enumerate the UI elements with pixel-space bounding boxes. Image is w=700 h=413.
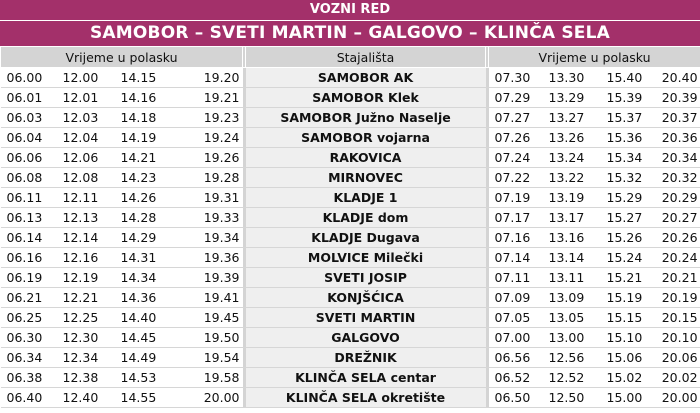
table-row — [1, 148, 700, 168]
departure-time-right: 20.26 — [659, 228, 700, 248]
departure-time-right: 15.39 — [601, 88, 659, 108]
departure-time-right: 20.27 — [659, 208, 700, 228]
stop-name: MOLVICE Milečki — [246, 248, 486, 268]
table-row — [1, 228, 700, 248]
departure-time-left: 12.03 — [57, 108, 115, 128]
departure-time-right: 20.06 — [659, 348, 700, 368]
departure-time-right: 15.19 — [601, 288, 659, 308]
departure-time-right: 13.19 — [543, 188, 601, 208]
departure-time-left: 19.28 — [179, 168, 243, 188]
stop-name: SAMOBOR Južno Naselje — [246, 108, 486, 128]
departure-time-left: 06.01 — [1, 88, 57, 108]
table-row — [1, 68, 700, 88]
departure-time-left: 20.00 — [179, 388, 243, 408]
departure-time-left: 19.45 — [179, 308, 243, 328]
departure-time-left: 14.26 — [115, 188, 179, 208]
timetable-body — [1, 68, 700, 408]
departure-time-right: 15.29 — [601, 188, 659, 208]
departure-time-left: 14.21 — [115, 148, 179, 168]
departure-time-left: 06.16 — [1, 248, 57, 268]
stop-name: KLINČA SELA okretište — [246, 388, 486, 408]
departure-time-left: 12.16 — [57, 248, 115, 268]
table-row — [1, 188, 700, 208]
table-row — [1, 168, 700, 188]
departure-time-left: 12.08 — [57, 168, 115, 188]
departure-time-right: 15.02 — [601, 368, 659, 388]
departure-time-left: 19.20 — [179, 68, 243, 88]
stop-name: KLADJE 1 — [246, 188, 486, 208]
departure-time-right: 20.39 — [659, 88, 700, 108]
departure-time-right: 15.24 — [601, 248, 659, 268]
departure-time-left: 06.38 — [1, 368, 57, 388]
departure-time-right: 20.40 — [659, 68, 700, 88]
departure-time-right: 07.27 — [489, 108, 543, 128]
table-row — [1, 88, 700, 108]
departure-time-left: 14.40 — [115, 308, 179, 328]
departure-time-right: 20.36 — [659, 128, 700, 148]
departure-time-left: 12.04 — [57, 128, 115, 148]
departure-time-left: 14.19 — [115, 128, 179, 148]
departure-time-right: 15.26 — [601, 228, 659, 248]
table-row — [1, 308, 700, 328]
departure-time-left: 06.03 — [1, 108, 57, 128]
departure-time-right: 13.16 — [543, 228, 601, 248]
departure-time-left: 12.01 — [57, 88, 115, 108]
departure-time-left: 14.16 — [115, 88, 179, 108]
departure-time-left: 14.53 — [115, 368, 179, 388]
departure-time-left: 06.04 — [1, 128, 57, 148]
departure-time-right: 06.50 — [489, 388, 543, 408]
departure-time-right: 07.22 — [489, 168, 543, 188]
departure-time-left: 14.36 — [115, 288, 179, 308]
departure-time-left: 12.06 — [57, 148, 115, 168]
departure-time-right: 15.40 — [601, 68, 659, 88]
departure-time-right: 13.11 — [543, 268, 601, 288]
departure-time-right: 15.36 — [601, 128, 659, 148]
departure-time-left: 06.08 — [1, 168, 57, 188]
departure-time-left: 06.06 — [1, 148, 57, 168]
stop-name: SAMOBOR AK — [246, 68, 486, 88]
departure-time-left: 06.14 — [1, 228, 57, 248]
departure-time-right: 20.15 — [659, 308, 700, 328]
departure-right-header: Vrijeme u polasku — [489, 47, 700, 68]
stop-name: MIRNOVEC — [246, 168, 486, 188]
timetable-title: VOZNI RED — [0, 0, 700, 20]
departure-time-left: 06.30 — [1, 328, 57, 348]
departure-time-right: 13.09 — [543, 288, 601, 308]
departure-time-right: 07.26 — [489, 128, 543, 148]
departure-time-left: 06.00 — [1, 68, 57, 88]
stop-name: SAMOBOR Klek — [246, 88, 486, 108]
departure-time-left: 12.19 — [57, 268, 115, 288]
stop-name: SAMOBOR vojarna — [246, 128, 486, 148]
departure-time-right: 07.24 — [489, 148, 543, 168]
departure-time-left: 19.50 — [179, 328, 243, 348]
departure-time-left: 19.33 — [179, 208, 243, 228]
departure-time-left: 06.11 — [1, 188, 57, 208]
departure-time-right: 20.32 — [659, 168, 700, 188]
departure-time-left: 19.34 — [179, 228, 243, 248]
departure-time-left: 12.30 — [57, 328, 115, 348]
stop-name: KONJŠĆICA — [246, 288, 486, 308]
stop-name: KLINČA SELA centar — [246, 368, 486, 388]
departure-time-left: 14.18 — [115, 108, 179, 128]
departure-time-right: 13.30 — [543, 68, 601, 88]
table-row — [1, 368, 700, 388]
departure-time-left: 19.58 — [179, 368, 243, 388]
departure-time-left: 19.31 — [179, 188, 243, 208]
departure-time-left: 14.23 — [115, 168, 179, 188]
departure-time-right: 06.52 — [489, 368, 543, 388]
departure-time-right: 07.17 — [489, 208, 543, 228]
table-row — [1, 108, 700, 128]
departure-time-right: 13.17 — [543, 208, 601, 228]
departure-time-right: 07.05 — [489, 308, 543, 328]
departure-time-left: 06.21 — [1, 288, 57, 308]
departure-time-left: 19.23 — [179, 108, 243, 128]
route-title: SAMOBOR – SVETI MARTIN – GALGOVO – KLINČA SELA — [0, 20, 700, 46]
departure-time-right: 15.27 — [601, 208, 659, 228]
departure-time-right: 20.10 — [659, 328, 700, 348]
departure-time-left: 14.15 — [115, 68, 179, 88]
table-row — [1, 248, 700, 268]
departure-time-left: 14.34 — [115, 268, 179, 288]
departure-time-left: 19.41 — [179, 288, 243, 308]
departure-time-left: 12.21 — [57, 288, 115, 308]
departure-time-right: 13.22 — [543, 168, 601, 188]
departure-time-left: 12.11 — [57, 188, 115, 208]
table-row — [1, 348, 700, 368]
departure-time-left: 19.36 — [179, 248, 243, 268]
stop-name: RAKOVICA — [246, 148, 486, 168]
departure-time-right: 06.56 — [489, 348, 543, 368]
departure-time-right: 07.11 — [489, 268, 543, 288]
departure-time-right: 07.14 — [489, 248, 543, 268]
departure-time-left: 19.21 — [179, 88, 243, 108]
departure-time-left: 06.34 — [1, 348, 57, 368]
table-row — [1, 268, 700, 288]
departure-time-right: 20.21 — [659, 268, 700, 288]
departure-time-right: 13.14 — [543, 248, 601, 268]
departure-time-left: 12.34 — [57, 348, 115, 368]
departure-time-left: 12.25 — [57, 308, 115, 328]
table-row — [1, 328, 700, 348]
departure-time-right: 13.00 — [543, 328, 601, 348]
stop-name: SVETI JOSIP — [246, 268, 486, 288]
departure-time-right: 12.50 — [543, 388, 601, 408]
departure-time-left: 06.25 — [1, 308, 57, 328]
departure-time-right: 20.34 — [659, 148, 700, 168]
departure-time-right: 15.10 — [601, 328, 659, 348]
departure-time-right: 20.00 — [659, 388, 700, 408]
departure-time-right: 15.15 — [601, 308, 659, 328]
stop-name: KLADJE Dugava — [246, 228, 486, 248]
departure-time-right: 20.19 — [659, 288, 700, 308]
departure-time-right: 15.21 — [601, 268, 659, 288]
departure-time-right: 15.37 — [601, 108, 659, 128]
departure-time-right: 13.05 — [543, 308, 601, 328]
departure-time-right: 12.56 — [543, 348, 601, 368]
departure-time-left: 14.45 — [115, 328, 179, 348]
departure-time-left: 14.31 — [115, 248, 179, 268]
departure-time-right: 07.19 — [489, 188, 543, 208]
departure-time-left: 12.14 — [57, 228, 115, 248]
table-row — [1, 388, 700, 408]
departure-time-right: 20.02 — [659, 368, 700, 388]
departure-time-right: 13.27 — [543, 108, 601, 128]
departure-time-right: 15.06 — [601, 348, 659, 368]
departure-time-left: 14.49 — [115, 348, 179, 368]
departure-time-right: 13.26 — [543, 128, 601, 148]
table-row — [1, 128, 700, 148]
departure-time-left: 06.13 — [1, 208, 57, 228]
departure-time-left: 12.00 — [57, 68, 115, 88]
departure-time-right: 20.37 — [659, 108, 700, 128]
departure-time-right: 15.00 — [601, 388, 659, 408]
stops-header: Stajališta — [246, 47, 486, 68]
departure-time-right: 07.16 — [489, 228, 543, 248]
departure-time-left: 19.39 — [179, 268, 243, 288]
departure-time-left: 14.55 — [115, 388, 179, 408]
departure-time-left: 19.26 — [179, 148, 243, 168]
departure-time-left: 12.13 — [57, 208, 115, 228]
departure-time-right: 13.29 — [543, 88, 601, 108]
departure-time-left: 14.29 — [115, 228, 179, 248]
departure-time-right: 15.32 — [601, 168, 659, 188]
departure-time-right: 20.29 — [659, 188, 700, 208]
table-row — [1, 208, 700, 228]
table-row — [1, 288, 700, 308]
stop-name: GALGOVO — [246, 328, 486, 348]
departure-time-left: 19.24 — [179, 128, 243, 148]
departure-left-header: Vrijeme u polasku — [1, 47, 243, 68]
stop-name: DREŽNIK — [246, 348, 486, 368]
stop-name: SVETI MARTIN — [246, 308, 486, 328]
departure-time-right: 12.52 — [543, 368, 601, 388]
departure-time-right: 07.09 — [489, 288, 543, 308]
column-header-row — [1, 47, 700, 68]
departure-time-right: 07.29 — [489, 88, 543, 108]
departure-time-right: 13.24 — [543, 148, 601, 168]
departure-time-left: 06.19 — [1, 268, 57, 288]
stop-name: KLADJE dom — [246, 208, 486, 228]
timetable — [0, 46, 700, 408]
departure-time-left: 14.28 — [115, 208, 179, 228]
departure-time-right: 20.24 — [659, 248, 700, 268]
departure-time-right: 15.34 — [601, 148, 659, 168]
departure-time-right: 07.30 — [489, 68, 543, 88]
departure-time-left: 19.54 — [179, 348, 243, 368]
departure-time-left: 12.40 — [57, 388, 115, 408]
departure-time-left: 12.38 — [57, 368, 115, 388]
departure-time-right: 07.00 — [489, 328, 543, 348]
departure-time-left: 06.40 — [1, 388, 57, 408]
